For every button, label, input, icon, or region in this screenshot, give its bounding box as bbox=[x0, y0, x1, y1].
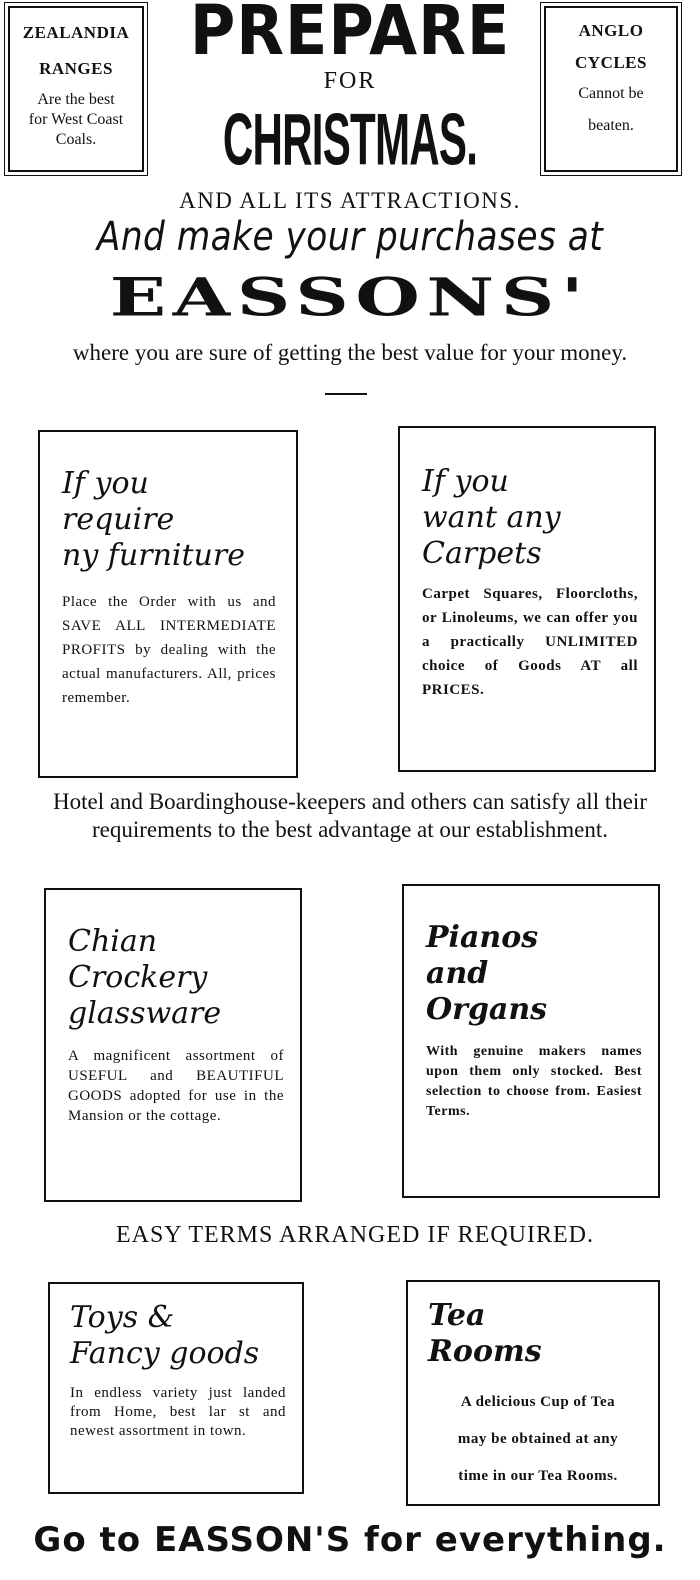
tea-body: A delicious Cup of Tea may be obtained at any time in our Tea Rooms. bbox=[457, 1394, 619, 1484]
crockery-body: A magnificent assortment of USEFUL and BEAUTIFUL GOODS adopted for use in the Mansion or the cottage. bbox=[68, 1048, 284, 1124]
anglo-text-2: beaten. bbox=[588, 117, 634, 134]
value-line: where you are sure of getting the best value for your money. bbox=[72, 340, 628, 365]
cycles-label: CYCLES bbox=[575, 53, 647, 72]
eassons-store-name: EASSONS' bbox=[109, 265, 591, 329]
toys-body: In endless variety just landed from Home, best lar st and newest assortment in town. bbox=[70, 1385, 286, 1439]
carpets-body: Carpet Squares, Floorcloths, or Linoleums, we can offer you a practically UNLIMITED choice of Goods AT all PRICES. bbox=[422, 586, 638, 698]
zealandia-text-3: Coals. bbox=[55, 131, 97, 148]
separator-rule bbox=[325, 393, 367, 395]
pianos-box bbox=[402, 884, 660, 1198]
carpets-heading: If you want any Carpets bbox=[422, 464, 561, 571]
zealandia-ranges-box bbox=[8, 6, 144, 172]
furniture-body: Place the Order with us and SAVE ALL INTERMEDIATE PROFITS by dealing with the actual manufacturers. All, prices remember. bbox=[62, 594, 276, 706]
zealandia-label: ZEALANDIA bbox=[22, 23, 130, 42]
prepare-heading: PREPARE bbox=[189, 0, 511, 71]
pianos-heading: Pianos and Organs bbox=[426, 920, 548, 1027]
easy-terms-line: EASY TERMS ARRANGED IF REQUIRED. bbox=[115, 1222, 595, 1248]
carpets-box bbox=[398, 426, 656, 772]
crockery-heading: Chian Crockery glassware bbox=[68, 924, 222, 1031]
attractions-line: AND ALL ITS ATTRACTIONS. bbox=[179, 188, 521, 213]
furniture-box bbox=[38, 430, 298, 778]
zealandia-text-1: Are the best bbox=[37, 91, 115, 108]
crockery-box bbox=[44, 888, 302, 1202]
furniture-heading: If you require ny furniture bbox=[62, 466, 245, 573]
tea-heading: Tea Rooms bbox=[428, 1298, 542, 1369]
for-label: FOR bbox=[323, 68, 377, 94]
toys-box bbox=[48, 1282, 304, 1494]
pianos-body: With genuine makers names upon them only stocked. Best selection to choose from. Easiest Terms. bbox=[426, 1044, 642, 1119]
tea-rooms-box bbox=[406, 1280, 660, 1506]
toys-heading: Toys & Fancy goods bbox=[70, 1300, 260, 1371]
ranges-label: RANGES bbox=[39, 59, 113, 78]
footer-slogan: Go to EASSON'S for everything. bbox=[33, 1520, 667, 1560]
christmas-heading: CHRISTMAS. bbox=[222, 99, 478, 181]
anglo-text-1: Cannot be bbox=[578, 85, 644, 102]
hotel-line: Hotel and Boardinghouse-keepers and others can satisfy all their requirements to the best advantage at our establishment. bbox=[53, 789, 647, 842]
zealandia-text-2: for West Coast bbox=[28, 111, 124, 128]
anglo-label: ANGLO bbox=[578, 21, 644, 40]
purchases-line: And make your purchases at bbox=[96, 214, 604, 260]
anglo-cycles-box bbox=[544, 6, 678, 172]
